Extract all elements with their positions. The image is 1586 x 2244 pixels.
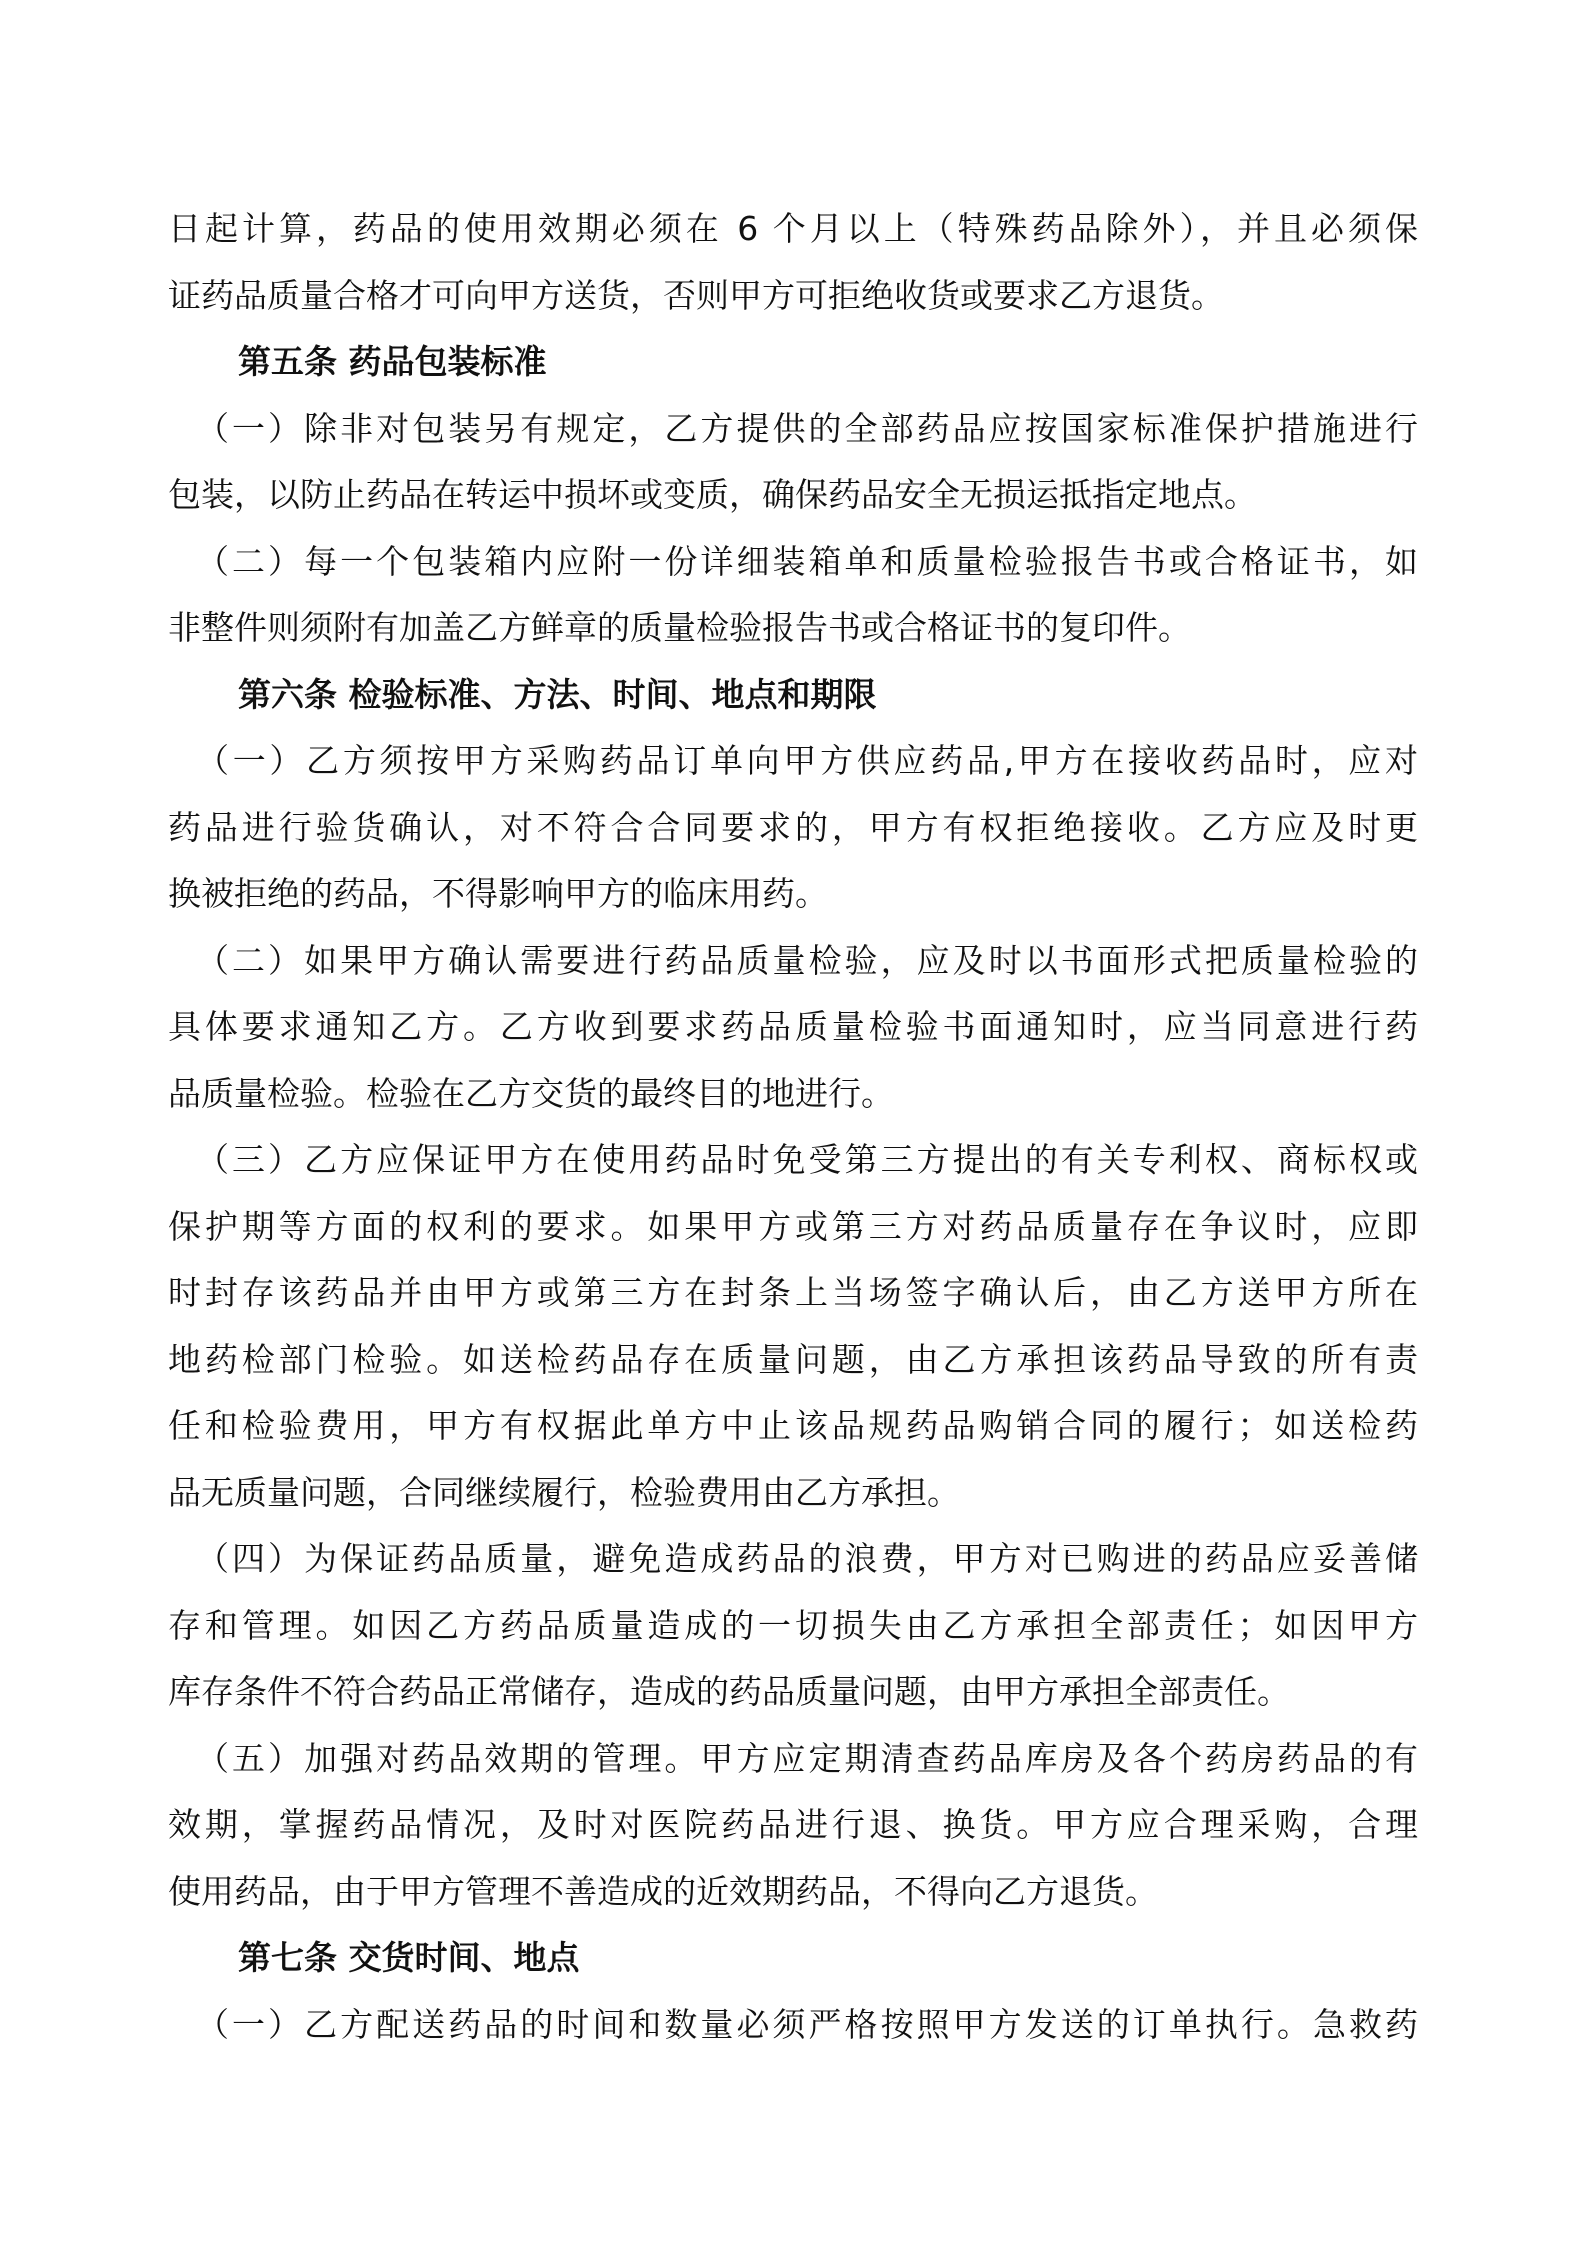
text-line: （四）为保证药品质量，避免造成药品的浪费，甲方对已购进的药品应妥善储 <box>196 1539 1418 1578</box>
paragraph-packaging-1 <box>168 396 1418 529</box>
article-heading: 第六条 检验标准、方法、时间、地点和期限 <box>238 674 877 714</box>
text-line: 药品进行验货确认，对不符合合同要求的，甲方有权拒绝接收。乙方应及时更 <box>168 807 1418 847</box>
text-line: 效期，掌握药品情况，及时对医院药品进行退、换货。甲方应合理采购，合理 <box>168 1805 1418 1844</box>
paragraph-inspection-4 <box>168 1526 1418 1726</box>
text-line: （二）如果甲方确认需要进行药品质量检验，应及时以书面形式把质量检验的 <box>196 940 1418 980</box>
text-line: 非整件则须附有加盖乙方鲜章的质量检验报告书或合格证书的复印件。 <box>168 608 1191 647</box>
article-heading: 第七条 交货时间、地点 <box>238 1938 580 1977</box>
text-line: 证药品质量合格才可向甲方送货，否则甲方可拒绝收货或要求乙方退货。 <box>168 275 1224 315</box>
text-line: 品质量检验。检验在乙方交货的最终目的地进行。 <box>168 1073 894 1113</box>
paragraph-inspection-2 <box>168 928 1418 1128</box>
paragraph-inspection-3 <box>168 1127 1418 1526</box>
text-line: 库存条件不符合药品正常储存，造成的药品质量问题，由甲方承担全部责任。 <box>168 1672 1290 1711</box>
text-line: （三）乙方应保证甲方在使用药品时免受第三方提出的有关专利权、商标权或 <box>196 1140 1418 1179</box>
paragraph-inspection-5 <box>168 1726 1418 1926</box>
document-page <box>168 196 1418 2058</box>
text-line: （一）乙方须按甲方采购药品订单向甲方供应药品,甲方在接收药品时，应对 <box>196 741 1418 780</box>
paragraph-delivery-terms <box>168 196 1418 329</box>
article-heading: 第五条 药品包装标准 <box>238 342 547 381</box>
text-line: （一）乙方配送药品的时间和数量必须严格按照甲方发送的订单执行。急救药 <box>196 2004 1418 2044</box>
text-line: 品无质量问题，合同继续履行，检验费用由乙方承担。 <box>168 1472 960 1512</box>
text-line: 具体要求通知乙方。乙方收到要求药品质量检验书面通知时，应当同意进行药 <box>168 1007 1418 1046</box>
text-line: 日起计算，药品的使用效期必须在 6 个月以上（特殊药品除外），并且必须保 <box>168 209 1418 248</box>
text-line: 使用药品，由于甲方管理不善造成的近效期药品，不得向乙方退货。 <box>168 1871 1158 1911</box>
text-line: （二）每一个包装箱内应附一份详细装箱单和质量检验报告书或合格证书，如 <box>196 541 1418 581</box>
text-line: 保护期等方面的权利的要求。如果甲方或第三方对药品质量存在争议时，应即 <box>168 1206 1418 1246</box>
text-line: 任和检验费用，甲方有权据此单方中止该品规药品购销合同的履行；如送检药 <box>168 1406 1418 1445</box>
text-line: 包装，以防止药品在转运中损坏或变质，确保药品安全无损运抵指定地点。 <box>168 475 1257 514</box>
paragraph-delivery-time-1 <box>168 1992 1418 2059</box>
paragraph-packaging-2 <box>168 529 1418 662</box>
text-line: （一）除非对包装另有规定，乙方提供的全部药品应按国家标准保护措施进行 <box>196 408 1418 448</box>
text-line: 换被拒绝的药品，不得影响甲方的临床用药。 <box>168 874 828 913</box>
text-line: （五）加强对药品效期的管理。甲方应定期清查药品库房及各个药房药品的有 <box>196 1738 1418 1778</box>
text-line: 时封存该药品并由甲方或第三方在封条上当场签字确认后，由乙方送甲方所在 <box>168 1273 1418 1312</box>
text-line: 存和管理。如因乙方药品质量造成的一切损失由乙方承担全部责任；如因甲方 <box>168 1605 1418 1645</box>
text-line: 地药检部门检验。如送检药品存在质量问题，由乙方承担该药品导致的所有责 <box>168 1339 1418 1379</box>
paragraph-inspection-1 <box>168 728 1418 928</box>
